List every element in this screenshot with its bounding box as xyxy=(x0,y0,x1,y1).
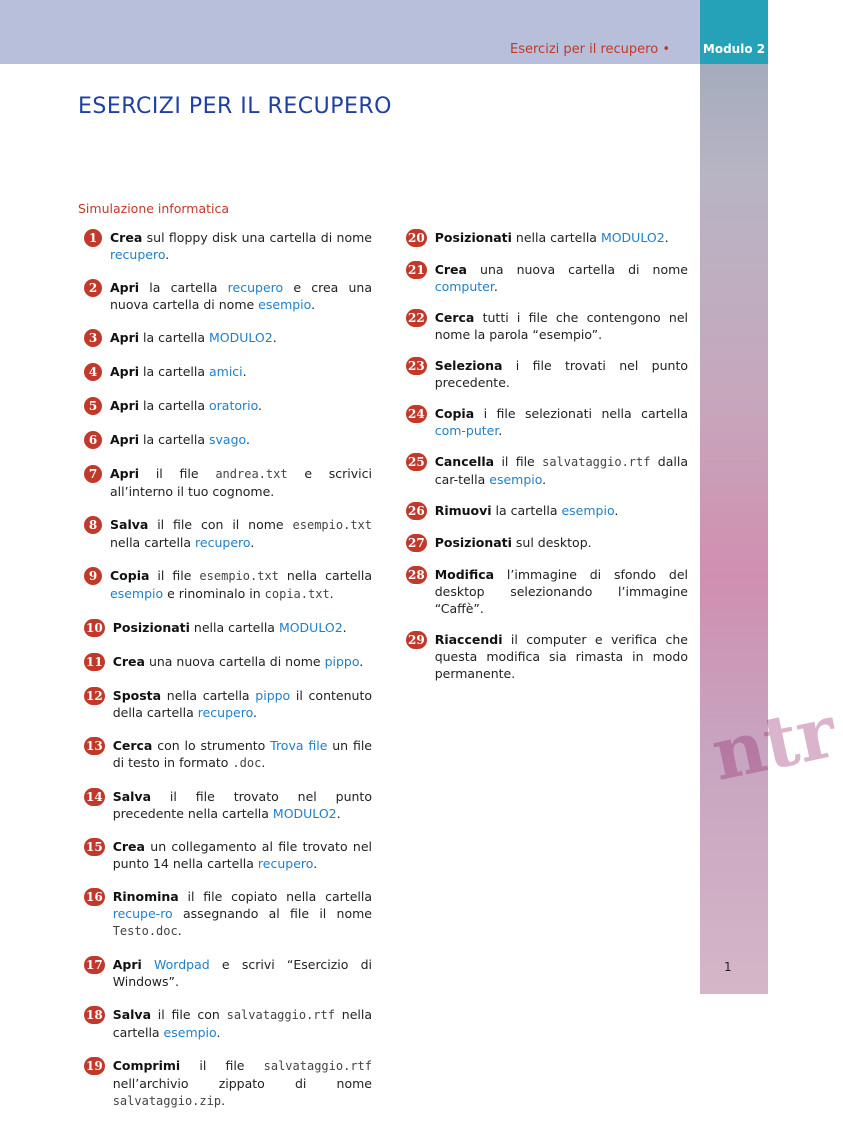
action-verb: Posizionati xyxy=(112,620,190,635)
exercise-text-fragment: il file copiato nella cartella xyxy=(178,889,372,904)
exercise-text-fragment: la cartella xyxy=(491,503,562,518)
exercise-text-fragment: sul floppy disk una cartella di nome xyxy=(142,230,372,245)
exercise-text-fragment xyxy=(142,957,154,972)
exercise-text xyxy=(113,888,372,940)
exercise-text-fragment: la cartella xyxy=(139,330,209,345)
exercise-item xyxy=(88,1006,372,1041)
exercise-text-fragment: sul desktop. xyxy=(511,535,592,550)
exercise-text xyxy=(110,431,372,448)
highlighted-term: com-puter xyxy=(434,423,499,438)
exercise-text xyxy=(435,534,688,551)
exercise-text-fragment: . xyxy=(311,297,316,312)
action-verb: Rinomina xyxy=(112,889,179,904)
exercise-item xyxy=(88,1057,372,1110)
action-verb: Crea xyxy=(110,230,143,245)
action-verb: Salva xyxy=(110,517,149,532)
highlighted-term: MODULO2 xyxy=(600,230,665,245)
exercise-text-fragment: e rinominalo in xyxy=(163,586,265,601)
exercise-number-badge: 15 xyxy=(86,840,103,854)
action-verb: Apri xyxy=(110,330,140,345)
exercise-text-fragment: la cartella xyxy=(139,432,209,447)
filename-code: salvataggio.rtf xyxy=(542,455,651,469)
highlighted-term: recupero xyxy=(227,280,284,295)
action-verb: Riaccendi xyxy=(434,632,503,647)
exercise-number-badge: 8 xyxy=(84,516,102,534)
action-verb: Crea xyxy=(112,654,145,669)
exercise-number-badge: 26 xyxy=(408,504,425,518)
highlighted-term: recupe-ro xyxy=(112,906,173,921)
exercise-text xyxy=(435,405,688,439)
highlighted-term: recupero xyxy=(195,535,251,550)
exercise-text-fragment: il file xyxy=(494,454,543,469)
exercise-item xyxy=(88,788,372,822)
filename-code: Testo.doc xyxy=(112,924,178,938)
exercise-text xyxy=(435,631,688,682)
exercise-column-right xyxy=(410,229,688,696)
exercise-text-fragment: i file selezionati nella cartella xyxy=(474,406,688,421)
exercise-number-badge: 18 xyxy=(86,1008,103,1022)
highlighted-term: recupero xyxy=(257,856,314,871)
action-verb: Apri xyxy=(112,957,142,972)
filename-code: copia.txt xyxy=(264,587,330,601)
exercise-item xyxy=(410,261,688,295)
action-verb: Apri xyxy=(110,432,140,447)
exercise-text-fragment: . xyxy=(359,654,364,669)
exercise-text xyxy=(435,357,688,391)
exercise-number-badge: 19 xyxy=(86,1059,103,1073)
exercise-text xyxy=(435,261,688,295)
section-title: Simulazione informatica xyxy=(78,201,230,216)
highlighted-term: computer xyxy=(434,279,494,294)
highlighted-term: esempio xyxy=(163,1025,217,1040)
action-verb: Salva xyxy=(112,789,152,804)
action-verb: Crea xyxy=(434,262,467,277)
exercise-text-fragment: . xyxy=(329,586,334,601)
exercise-item xyxy=(88,567,372,603)
exercise-text-fragment: dalla car-tella xyxy=(434,454,688,487)
exercise-text-fragment: nella cartella xyxy=(110,535,196,550)
exercise-text xyxy=(113,838,372,872)
exercise-text-fragment: la cartella xyxy=(139,364,209,379)
exercise-text-fragment: . xyxy=(272,330,277,345)
exercise-text-fragment: . xyxy=(664,230,669,245)
exercise-text-fragment: una nuova cartella di nome xyxy=(466,262,688,277)
exercise-item xyxy=(88,279,372,313)
filename-code: andrea.txt xyxy=(215,467,288,481)
exercise-text-fragment: . xyxy=(614,503,619,518)
action-verb: Cancella xyxy=(434,454,495,469)
exercise-number-badge: 17 xyxy=(86,958,103,972)
action-verb: Apri xyxy=(110,364,140,379)
exercise-text-fragment: il file xyxy=(180,1058,264,1073)
exercise-number-badge: 3 xyxy=(84,329,102,347)
exercise-text-fragment: . xyxy=(253,705,258,720)
exercise-text xyxy=(113,956,372,990)
exercise-number-badge: 2 xyxy=(84,279,102,297)
exercise-text-fragment: una nuova cartella di nome xyxy=(144,654,325,669)
highlighted-term: amici xyxy=(209,364,243,379)
action-verb: Copia xyxy=(110,568,150,583)
exercise-text-fragment: e crea una nuova cartella di nome xyxy=(110,280,373,312)
exercise-number-badge: 20 xyxy=(408,231,425,245)
exercise-number-badge: 14 xyxy=(86,790,103,804)
action-verb: Posizionati xyxy=(434,230,512,245)
exercise-text xyxy=(435,453,688,488)
exercise-item xyxy=(88,363,372,381)
exercise-text-fragment: . xyxy=(250,535,255,550)
module-tab xyxy=(700,0,768,64)
exercise-text-fragment: nella cartella xyxy=(189,620,279,635)
exercise-text-fragment: . xyxy=(493,279,498,294)
highlighted-term: recupero xyxy=(197,705,254,720)
action-verb: Seleziona xyxy=(434,358,503,373)
exercise-text-fragment: il file xyxy=(139,466,216,481)
exercise-text-fragment: . xyxy=(258,398,263,413)
exercise-item xyxy=(410,357,688,391)
filename-code: salvataggio.zip xyxy=(112,1094,222,1108)
highlighted-term: recupero xyxy=(110,247,166,262)
exercise-item xyxy=(88,838,372,872)
exercise-text-fragment: tutti i file che contengono nel nome la parola “esempio”. xyxy=(434,310,688,342)
exercise-number-badge: 4 xyxy=(84,363,102,381)
exercise-item xyxy=(88,516,372,551)
exercise-number-badge: 12 xyxy=(86,689,103,703)
exercise-text-fragment: . xyxy=(542,472,547,487)
highlighted-term: svago xyxy=(209,432,246,447)
highlighted-term: esempio xyxy=(110,586,164,601)
exercise-text-fragment: i file trovati nel punto precedente. xyxy=(434,358,688,390)
highlighted-term: esempio xyxy=(258,297,312,312)
highlighted-term: Wordpad xyxy=(154,957,210,972)
exercise-text xyxy=(113,737,372,772)
exercise-text xyxy=(435,502,688,519)
filename-code: esempio.txt xyxy=(199,569,279,583)
exercise-text-fragment: assegnando al file il nome xyxy=(172,906,372,921)
exercise-number-badge: 11 xyxy=(86,655,103,669)
exercise-text-fragment: . xyxy=(242,364,247,379)
exercise-text-fragment: . xyxy=(261,755,266,770)
exercise-text-fragment: l’immagine di sfondo del desktop selezionando l’immagine “Caffè”. xyxy=(434,567,688,616)
action-verb: Apri xyxy=(110,398,140,413)
running-header xyxy=(510,42,670,57)
exercise-item xyxy=(410,309,688,343)
page-number: 1 xyxy=(724,960,732,974)
action-verb: Cerca xyxy=(434,310,475,325)
module-label: Modulo 2 xyxy=(702,42,766,56)
exercise-text-fragment: il file con xyxy=(151,1007,227,1022)
exercise-text-fragment: nell’archivio zippato di nome xyxy=(112,1076,372,1091)
exercise-item xyxy=(88,329,372,347)
exercise-text xyxy=(110,397,372,414)
exercise-item xyxy=(88,737,372,772)
exercise-text xyxy=(435,229,688,246)
exercise-number-badge: 23 xyxy=(408,359,425,373)
exercise-number-badge: 25 xyxy=(408,455,425,469)
exercise-number-badge: 7 xyxy=(84,465,102,483)
exercise-text-fragment: . xyxy=(342,620,347,635)
exercise-text-fragment: . xyxy=(177,923,182,938)
exercise-item xyxy=(88,619,372,637)
exercise-text xyxy=(435,566,688,617)
exercise-number-badge: 9 xyxy=(84,567,102,585)
exercise-item xyxy=(410,405,688,439)
exercise-item xyxy=(88,397,372,415)
exercise-text xyxy=(110,279,372,313)
exercise-number-badge: 28 xyxy=(408,568,425,582)
exercise-text-fragment: il computer e verifica che questa modifica sia rimasta in modo permanente. xyxy=(434,632,688,681)
highlighted-term: esempio xyxy=(489,472,543,487)
exercise-item xyxy=(88,229,372,263)
exercise-text-fragment: il file con il nome xyxy=(148,517,293,532)
highlighted-term: MODULO2 xyxy=(209,330,273,345)
exercise-item xyxy=(88,431,372,449)
exercise-text xyxy=(110,363,372,380)
exercise-text xyxy=(113,1006,372,1041)
exercise-text xyxy=(110,229,372,263)
exercise-text-fragment: la cartella xyxy=(139,280,228,295)
exercise-text xyxy=(435,309,688,343)
exercise-item xyxy=(410,631,688,682)
action-verb: Crea xyxy=(112,839,145,854)
exercise-number-badge: 5 xyxy=(84,397,102,415)
exercise-item xyxy=(410,502,688,520)
highlighted-term: oratorio xyxy=(209,398,259,413)
exercise-number-badge: 21 xyxy=(408,263,425,277)
highlighted-term: esempio xyxy=(561,503,615,518)
exercise-text-fragment: . xyxy=(498,423,503,438)
exercise-text-fragment: un collegamento al file trovato nel punto 14 nella cartella xyxy=(112,839,372,871)
exercise-number-badge: 10 xyxy=(86,621,103,635)
exercise-item xyxy=(88,888,372,940)
exercise-text-fragment: . xyxy=(245,432,250,447)
action-verb: Modifica xyxy=(434,567,495,582)
action-verb: Copia xyxy=(434,406,475,421)
highlighted-term: Trova file xyxy=(270,738,328,753)
exercise-text-fragment: il file trovato nel punto precedente nella cartella xyxy=(112,789,372,821)
decorative-side-photo xyxy=(700,0,768,994)
exercise-item xyxy=(410,566,688,617)
exercise-text-fragment: nella cartella xyxy=(278,568,372,583)
running-title: Esercizi per il recupero xyxy=(510,42,659,57)
exercise-text xyxy=(113,653,372,670)
exercise-number-badge: 27 xyxy=(408,536,425,550)
exercise-text-fragment: . xyxy=(221,1093,226,1108)
action-verb: Posizionati xyxy=(434,535,512,550)
exercise-text-fragment: . xyxy=(216,1025,221,1040)
exercise-text-fragment: con lo strumento xyxy=(152,738,271,753)
exercise-text xyxy=(113,619,372,636)
exercise-number-badge: 24 xyxy=(408,407,425,421)
action-verb: Sposta xyxy=(112,688,162,703)
exercise-text-fragment: . xyxy=(313,856,318,871)
exercise-text-fragment: il file xyxy=(149,568,200,583)
exercise-text-fragment: nella cartella xyxy=(511,230,601,245)
exercise-text-fragment: . xyxy=(165,247,170,262)
exercise-item xyxy=(88,687,372,721)
action-verb: Rimuovi xyxy=(434,503,492,518)
header-bullet: • xyxy=(662,42,670,57)
exercise-item xyxy=(410,229,688,247)
exercise-number-badge: 16 xyxy=(86,890,103,904)
filename-code: salvataggio.rtf xyxy=(263,1059,372,1073)
exercise-text-fragment: . xyxy=(336,806,341,821)
exercise-number-badge: 22 xyxy=(408,311,425,325)
exercise-text-fragment: e scrivici all’interno il tuo cognome. xyxy=(110,466,372,499)
exercise-item xyxy=(410,534,688,552)
exercise-text xyxy=(113,788,372,822)
exercise-column-left xyxy=(88,229,372,1126)
exercise-item xyxy=(88,653,372,671)
exercise-number-badge: 29 xyxy=(408,633,425,647)
action-verb: Salva xyxy=(112,1007,152,1022)
exercise-item xyxy=(410,453,688,488)
exercise-text xyxy=(113,1057,372,1110)
exercise-text-fragment: nella cartella xyxy=(112,1007,372,1040)
highlighted-term: pippo xyxy=(255,688,291,703)
exercise-number-badge: 13 xyxy=(86,739,103,753)
highlighted-term: MODULO2 xyxy=(272,806,337,821)
exercise-item xyxy=(88,956,372,990)
exercise-text-fragment: nella cartella xyxy=(161,688,256,703)
filename-code: esempio.txt xyxy=(292,518,372,532)
exercise-number-badge: 6 xyxy=(84,431,102,449)
highlighted-term: MODULO2 xyxy=(278,620,343,635)
exercise-text xyxy=(113,687,372,721)
exercise-item xyxy=(88,465,372,500)
exercise-text-fragment: la cartella xyxy=(139,398,209,413)
exercise-text xyxy=(110,465,372,500)
action-verb: Apri xyxy=(110,280,140,295)
exercise-text xyxy=(110,516,372,551)
exercise-text xyxy=(110,567,372,603)
action-verb: Apri xyxy=(110,466,140,481)
filename-code: .doc xyxy=(232,756,262,770)
page-title: ESERCIZI PER IL RECUPERO xyxy=(78,94,392,119)
exercise-text xyxy=(110,329,372,346)
exercise-text-fragment: e scrivi “Esercizio di Windows”. xyxy=(112,957,373,989)
filename-code: salvataggio.rtf xyxy=(226,1008,335,1022)
action-verb: Comprimi xyxy=(112,1058,181,1073)
photo-watermark-text: ntr xyxy=(704,688,843,797)
highlighted-term: pippo xyxy=(324,654,360,669)
action-verb: Cerca xyxy=(112,738,153,753)
exercise-text-fragment: il contenuto della cartella xyxy=(112,688,372,720)
exercise-text-fragment: un file di testo in formato xyxy=(112,738,372,770)
exercise-number-badge: 1 xyxy=(84,229,102,247)
